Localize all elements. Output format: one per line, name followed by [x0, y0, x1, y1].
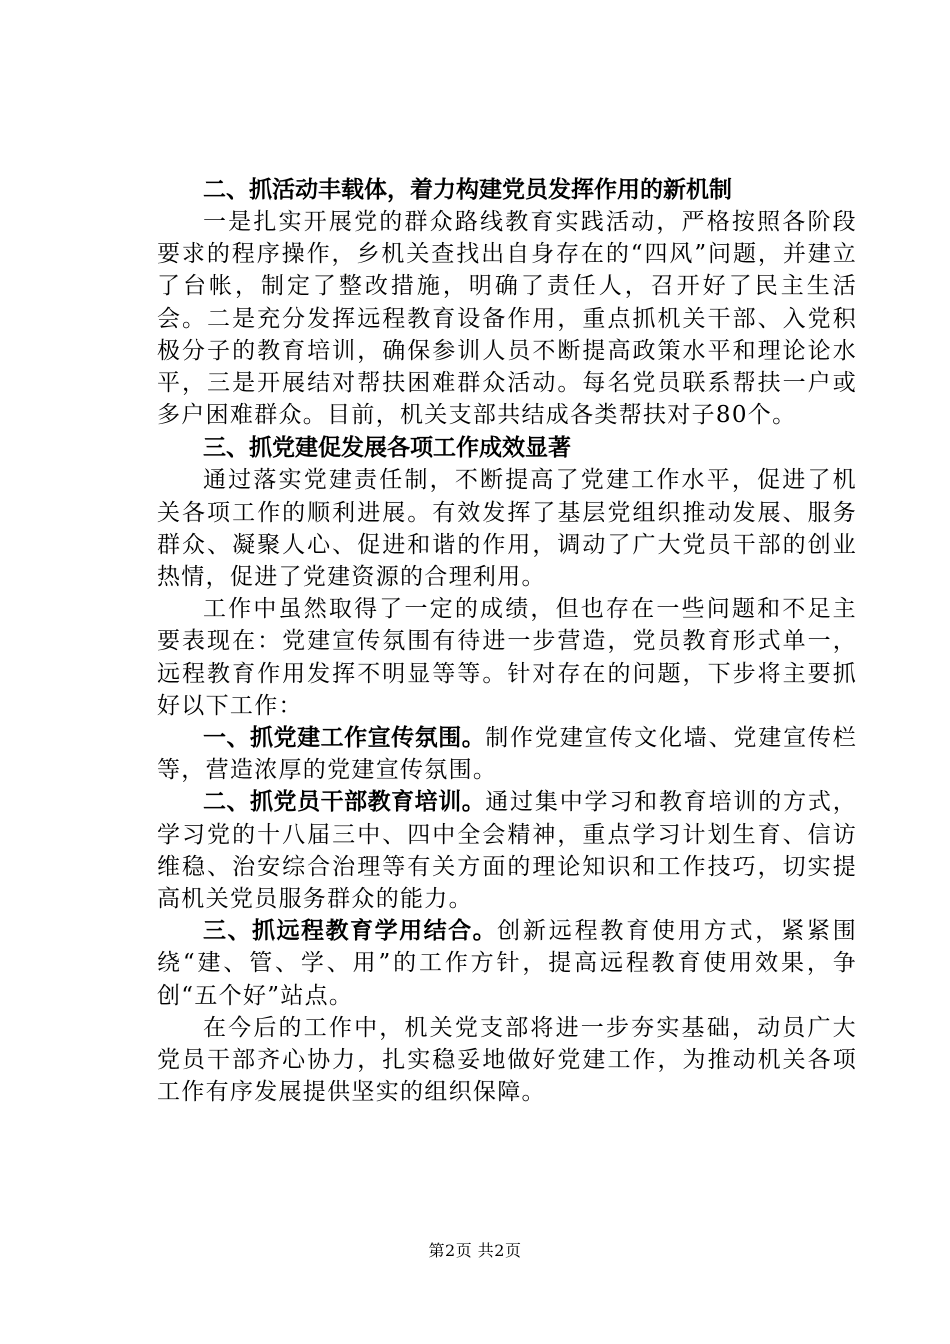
plan-item-2-text: 通过集中学习和教育培训的方式，学习党的十八届三中、四中全会精神，重点学习计划生育、信访维稳、治安综合治理等有关方面的理论知识和工作技巧，切实提高机关党员服务群众的能力。: [157, 789, 858, 913]
plan-item-3-lead: 三、抓远程教育学用结合。: [203, 917, 498, 945]
plan-item-3-text: 创新远程教育使用方式，紧紧围绕“建、管、学、用”的工作方针，提高远程教育使用效果，争创“五个好”站点。: [157, 918, 858, 1009]
plan-item-2: [157, 786, 857, 915]
paragraph-problems: 工作中虽然取得了一定的成绩，但也存在一些问题和不足主要表现在：党建宣传氛围有待进一步营造，党员教育形式单一，远程教育作用发挥不明显等等。针对存在的问题，下步将主要抓好以下工作：: [157, 596, 857, 719]
page-number-footer: 第2页 共2页: [428, 1241, 522, 1260]
plan-item-1: [157, 722, 857, 786]
section-heading-2: 二、抓活动丰载体，着力构建党员发挥作用的新机制: [203, 176, 732, 203]
plan-item-3: [157, 915, 857, 1012]
document-body: [157, 173, 857, 1108]
plan-item-1-text: 制作党建宣传文化墙、党建宣传栏等，营造浓厚的党建宣传氛围。: [157, 725, 858, 784]
plan-item-2-lead: 二、抓党员干部教育培训。: [203, 788, 486, 816]
section-heading-3: 三、抓党建促发展各项工作成效显著: [203, 434, 571, 462]
paragraph-activities: 一是扎实开展党的群众路线教育实践活动，严格按照各阶段要求的程序操作，乡机关查找出自身存在的“四风”问题，并建立了台帐，制定了整改措施，明确了责任人，召开好了民主生活会。二是充分发挥远程教育设备作用，重点抓机关干部、入党积极分子的教育培训，确保参训人员不断提高政策水平和理论论水平，三是开展结对帮扶困难群众活动。每名党员联系帮扶一户或多户困难群众。目前，机关支部共结成各类帮扶对子80个。: [157, 209, 857, 429]
plan-item-1-lead: 一、抓党建工作宣传氛围。: [203, 724, 486, 752]
paragraph-closing: 在今后的工作中，机关党支部将进一步夯实基础，动员广大党员干部齐心协力，扎实稳妥地做好党建工作，为推动机关各项工作有序发展提供坚实的组织保障。: [157, 1014, 857, 1106]
paragraph-results: 通过落实党建责任制，不断提高了党建工作水平，促进了机关各项工作的顺利进展。有效发挥了基层党组织推动发展、服务群众、凝聚人心、促进和谐的作用，调动了广大党员干部的创业热情，促进了党建资源的合理利用。: [157, 467, 857, 591]
